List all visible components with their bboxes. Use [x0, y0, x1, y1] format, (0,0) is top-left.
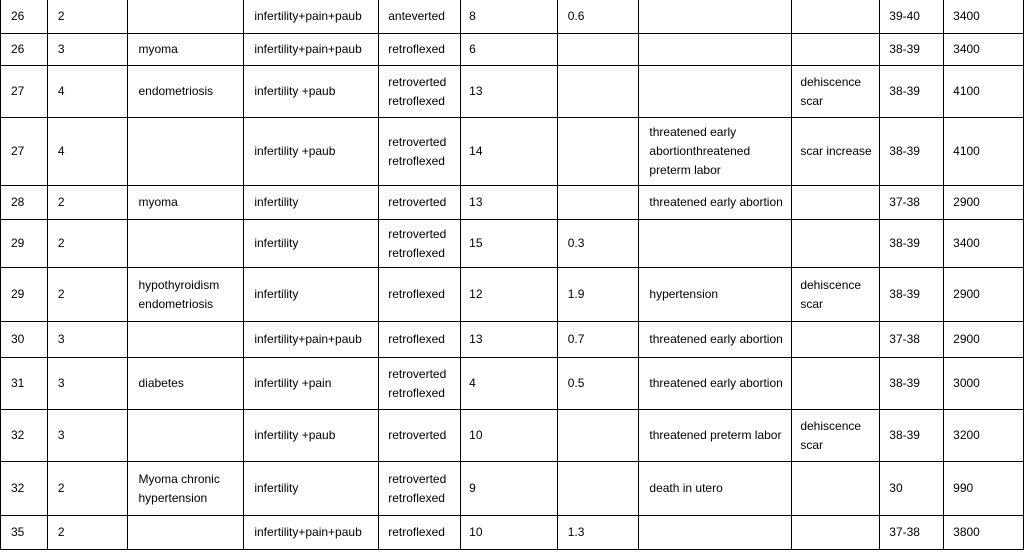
table-cell — [128, 462, 244, 516]
cell-text: hypertension — [138, 490, 208, 505]
table-cell — [47, 322, 128, 358]
table-cell — [880, 34, 944, 66]
table-cell — [639, 516, 792, 550]
cell-text: 3 — [57, 428, 65, 442]
table-cell — [639, 410, 792, 462]
table-cell — [639, 358, 792, 410]
cell-text: myoma — [138, 195, 178, 209]
cell-text: 4100 — [953, 144, 980, 158]
cell-text: 10 — [469, 525, 483, 539]
cell-text: 6 — [469, 42, 476, 56]
table-cell — [557, 516, 639, 550]
table-cell — [557, 220, 639, 268]
table-cell — [379, 462, 461, 516]
cell-text: 38-39 — [889, 287, 920, 301]
cell-text: 3400 — [953, 236, 980, 250]
cell-text: 12 — [469, 287, 483, 301]
table-cell — [128, 34, 244, 66]
table-cell — [128, 66, 244, 118]
table-cell — [379, 66, 461, 118]
table-cell — [639, 118, 792, 186]
cell-text: 2 — [57, 9, 65, 23]
cell-text: infertility +paub — [254, 144, 336, 158]
cell-text: anteverted — [388, 9, 445, 23]
cell-text: dehiscence — [800, 74, 862, 89]
cell-text: 29 — [11, 236, 25, 250]
table-cell — [128, 516, 244, 550]
cell-text: threatened early abortion — [649, 195, 783, 209]
table-cell — [47, 268, 128, 322]
table-row — [1, 0, 1024, 34]
table-cell — [461, 268, 558, 322]
cell-text: 28 — [11, 195, 25, 209]
table-cell — [47, 516, 128, 550]
table-cell — [880, 0, 944, 34]
cell-text: infertility+pain+paub — [254, 332, 362, 346]
table-row — [1, 220, 1024, 268]
cell-text: 38-39 — [889, 84, 920, 98]
table-cell — [244, 462, 379, 516]
table-cell — [244, 34, 379, 66]
table-cell — [1, 34, 48, 66]
table-row — [1, 66, 1024, 118]
table-cell — [557, 358, 639, 410]
table-cell — [944, 268, 1024, 322]
table-cell — [379, 322, 461, 358]
table-row — [1, 358, 1024, 410]
table-cell — [461, 118, 558, 186]
table-cell — [880, 118, 944, 186]
cell-text: 27 — [11, 144, 25, 158]
table-row — [1, 322, 1024, 358]
cell-text: 3 — [57, 332, 65, 346]
cell-text: 38-39 — [889, 42, 920, 56]
cell-text: 4100 — [953, 84, 980, 98]
cell-text: 8 — [469, 9, 476, 23]
table-cell — [880, 186, 944, 220]
table-cell — [639, 462, 792, 516]
table-cell — [379, 358, 461, 410]
cell-text: 39-40 — [889, 9, 920, 23]
table-cell — [244, 0, 379, 34]
cell-text: threatened early abortion — [649, 332, 783, 346]
table-cell — [639, 34, 792, 66]
table-cell — [461, 66, 558, 118]
cell-text: abortionthreatened — [649, 144, 751, 158]
table-cell — [944, 462, 1024, 516]
table-cell — [639, 268, 792, 322]
cell-text: infertility — [254, 236, 299, 250]
table-cell — [557, 410, 639, 462]
table-cell — [379, 118, 461, 186]
table-cell — [792, 186, 880, 220]
table-cell — [244, 268, 379, 322]
cell-text: retroverted — [388, 366, 447, 381]
table-cell — [639, 186, 792, 220]
table-cell — [244, 186, 379, 220]
table-cell — [557, 0, 639, 34]
table-cell — [244, 118, 379, 186]
table-row — [1, 516, 1024, 550]
cell-text: endometriosis — [138, 296, 214, 311]
cell-text: retroflexed — [388, 332, 445, 346]
table-cell — [47, 186, 128, 220]
cell-text: threatened preterm labor — [649, 428, 782, 442]
table-cell — [461, 516, 558, 550]
cell-text: 4 — [57, 84, 65, 98]
cell-text: 3 — [57, 376, 65, 390]
cell-text: dehiscence — [800, 277, 862, 292]
table-cell — [639, 66, 792, 118]
table-cell — [639, 322, 792, 358]
cell-text: retroverted — [388, 134, 447, 149]
cell-text: 3200 — [953, 428, 980, 442]
cell-text: infertility+pain+paub — [254, 525, 362, 539]
table-cell — [244, 358, 379, 410]
cell-text: 4 — [469, 376, 476, 390]
table-cell — [944, 322, 1024, 358]
cell-text: 4 — [57, 144, 65, 158]
table-cell — [244, 410, 379, 462]
table-row — [1, 268, 1024, 322]
table-cell — [47, 220, 128, 268]
cell-text: 38-39 — [889, 236, 920, 250]
table-cell — [944, 410, 1024, 462]
cell-text: infertility — [254, 195, 299, 209]
table-cell — [1, 322, 48, 358]
cell-text: 13 — [469, 84, 483, 98]
table-cell — [557, 462, 639, 516]
cell-text: scar — [800, 296, 823, 311]
table-cell — [379, 410, 461, 462]
cell-text: infertility +paub — [254, 84, 336, 98]
cell-text: 14 — [469, 144, 483, 158]
table-cell — [244, 322, 379, 358]
cell-text: infertility +paub — [254, 428, 336, 442]
table-cell — [880, 516, 944, 550]
cell-text: dehiscence — [800, 418, 862, 433]
cell-text: 26 — [11, 42, 25, 56]
cell-text: retroflexed — [388, 385, 445, 400]
table-cell — [792, 410, 880, 462]
cell-text: retroverted — [388, 428, 447, 442]
cell-text: 15 — [469, 236, 483, 250]
table-body — [1, 0, 1024, 550]
cell-text: 3400 — [953, 42, 980, 56]
cell-text: 0.3 — [567, 236, 585, 250]
table-cell — [944, 220, 1024, 268]
table-cell — [944, 186, 1024, 220]
table-cell — [128, 410, 244, 462]
table-cell — [1, 410, 48, 462]
cell-text: preterm labor — [649, 163, 721, 177]
cell-text: 38-39 — [889, 376, 920, 390]
table-cell — [1, 66, 48, 118]
cell-text: 35 — [11, 525, 25, 539]
table-cell — [944, 66, 1024, 118]
table-cell — [461, 358, 558, 410]
cell-text: 0.6 — [567, 9, 585, 23]
table-cell — [1, 516, 48, 550]
table-cell — [557, 34, 639, 66]
table-cell — [1, 462, 48, 516]
table-cell — [128, 186, 244, 220]
cell-text: retroflexed — [388, 153, 445, 168]
table-cell — [880, 462, 944, 516]
table-cell — [244, 66, 379, 118]
cell-text: 32 — [11, 428, 25, 442]
table-cell — [379, 0, 461, 34]
cell-text: 2 — [57, 287, 65, 301]
table-cell — [128, 358, 244, 410]
cell-text: 29 — [11, 287, 25, 301]
cell-text: 2 — [57, 525, 65, 539]
table-cell — [557, 322, 639, 358]
table-cell — [1, 358, 48, 410]
table-cell — [47, 118, 128, 186]
table-cell — [461, 186, 558, 220]
table-cell — [379, 34, 461, 66]
cell-text: 30 — [11, 332, 25, 346]
cell-text: 38-39 — [889, 428, 920, 442]
cell-text: scar — [800, 437, 823, 452]
cell-text: 1.3 — [567, 525, 585, 539]
table-cell — [792, 322, 880, 358]
table-cell — [47, 0, 128, 34]
table-cell — [1, 0, 48, 34]
table-cell — [461, 0, 558, 34]
table-cell — [557, 268, 639, 322]
table-cell — [944, 358, 1024, 410]
cell-text: infertility — [254, 481, 299, 495]
table-cell — [379, 516, 461, 550]
cell-text: 37-38 — [889, 525, 920, 539]
table-cell — [47, 34, 128, 66]
cell-text: threatened early abortion — [649, 376, 783, 390]
table-cell — [880, 220, 944, 268]
table-cell — [944, 0, 1024, 34]
cell-text: threatened early — [649, 125, 737, 139]
table-cell — [461, 220, 558, 268]
table-cell — [944, 118, 1024, 186]
cell-text: 26 — [11, 9, 25, 23]
table-cell — [557, 118, 639, 186]
table-cell — [47, 410, 128, 462]
table-cell — [792, 66, 880, 118]
cell-text: retroflexed — [388, 525, 445, 539]
table-cell — [128, 118, 244, 186]
table-cell — [557, 186, 639, 220]
table-cell — [379, 268, 461, 322]
cell-text: retroverted — [388, 226, 447, 241]
cell-text: 2 — [57, 236, 65, 250]
cell-text: hypothyroidism — [138, 277, 220, 292]
cell-text: 37-38 — [889, 332, 920, 346]
table-cell — [792, 220, 880, 268]
cell-text: diabetes — [138, 376, 184, 390]
cell-text: 2900 — [953, 287, 980, 301]
cell-text: retroflexed — [388, 245, 445, 260]
table-cell — [639, 220, 792, 268]
cell-text: infertility — [254, 287, 299, 301]
table-row — [1, 118, 1024, 186]
table-cell — [1, 118, 48, 186]
table-cell — [379, 186, 461, 220]
cell-text: 30 — [889, 481, 903, 495]
cell-text: 3800 — [953, 525, 980, 539]
cell-text: 13 — [469, 332, 483, 346]
cell-text: infertility+pain+paub — [254, 9, 362, 23]
table-cell — [461, 462, 558, 516]
table-cell — [128, 322, 244, 358]
table-cell — [880, 322, 944, 358]
table-cell — [880, 358, 944, 410]
table-cell — [944, 516, 1024, 550]
table-cell — [461, 34, 558, 66]
cell-text: 9 — [469, 481, 476, 495]
cell-text: 38-39 — [889, 144, 920, 158]
cell-text: 37-38 — [889, 195, 920, 209]
table-cell — [128, 220, 244, 268]
table-cell — [792, 268, 880, 322]
cell-text: endometriosis — [138, 84, 214, 98]
cell-text: retroverted — [388, 195, 447, 209]
table-cell — [244, 516, 379, 550]
cell-text: retroflexed — [388, 93, 445, 108]
table-cell — [461, 322, 558, 358]
cell-text: scar increase — [800, 144, 872, 158]
table-cell — [792, 462, 880, 516]
cell-text: retroverted — [388, 471, 447, 486]
table-cell — [461, 410, 558, 462]
cell-text: 3400 — [953, 9, 980, 23]
table-cell — [792, 34, 880, 66]
table-cell — [47, 462, 128, 516]
cell-text: 3000 — [953, 376, 980, 390]
table-row — [1, 462, 1024, 516]
table-cell — [639, 0, 792, 34]
table-cell — [47, 358, 128, 410]
table-row — [1, 34, 1024, 66]
cell-text: retroflexed — [388, 287, 445, 301]
table-cell — [792, 0, 880, 34]
table-cell — [880, 66, 944, 118]
cell-text: 31 — [11, 376, 25, 390]
cell-text: 10 — [469, 428, 483, 442]
cell-text: 990 — [953, 481, 974, 495]
table-cell — [1, 268, 48, 322]
table-cell — [557, 66, 639, 118]
table-cell — [128, 268, 244, 322]
cell-text: retroflexed — [388, 42, 445, 56]
table-cell — [244, 220, 379, 268]
cell-text: 32 — [11, 481, 25, 495]
table-cell — [792, 516, 880, 550]
cell-text: 0.7 — [567, 332, 585, 346]
cell-text: retroverted — [388, 74, 447, 89]
table-cell — [880, 268, 944, 322]
cell-text: scar — [800, 93, 823, 108]
cell-text: 2 — [57, 195, 65, 209]
table-cell — [47, 66, 128, 118]
cell-text: 2900 — [953, 332, 980, 346]
table-cell — [880, 410, 944, 462]
cell-text: hypertension — [649, 287, 719, 301]
cell-text: 2 — [57, 481, 65, 495]
table-cell — [1, 220, 48, 268]
table-cell — [128, 0, 244, 34]
cell-text: 0.5 — [567, 376, 585, 390]
table-row — [1, 186, 1024, 220]
table-cell — [792, 118, 880, 186]
cell-text: 13 — [469, 195, 483, 209]
cell-text: 1.9 — [567, 287, 585, 301]
table-cell — [1, 186, 48, 220]
cell-text: 27 — [11, 84, 25, 98]
cell-text: 2900 — [953, 195, 980, 209]
cell-text: retroflexed — [388, 490, 445, 505]
cell-text: Myoma chronic — [138, 471, 220, 486]
table-cell — [792, 358, 880, 410]
cell-text: death in utero — [649, 481, 723, 495]
table-row — [1, 410, 1024, 462]
table-cell — [944, 34, 1024, 66]
table-cell — [379, 220, 461, 268]
cell-text: 3 — [57, 42, 65, 56]
cell-text: infertility+pain+paub — [254, 42, 362, 56]
cell-text: infertility +pain — [254, 376, 332, 390]
cell-text: myoma — [138, 42, 178, 56]
